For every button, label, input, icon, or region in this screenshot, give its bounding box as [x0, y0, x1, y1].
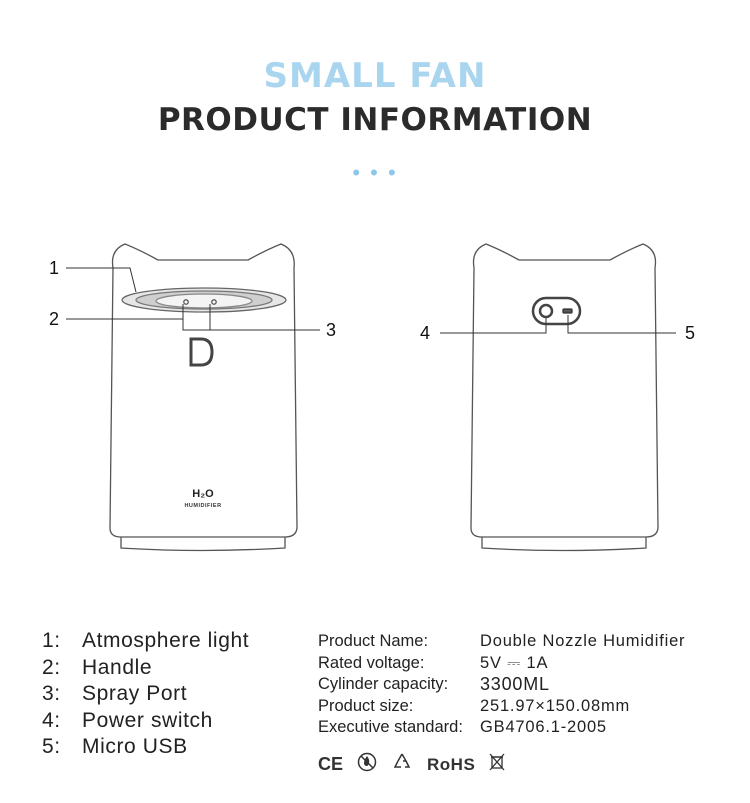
spec-key: Rated voltage:: [318, 653, 425, 672]
micro-usb-port: [563, 309, 572, 313]
no-fire-icon: [357, 752, 377, 777]
spec-key: Product size:: [318, 696, 414, 715]
feature-label: Atmosphere light: [82, 629, 250, 652]
recycle-icon: [391, 752, 413, 777]
feature-label: Micro USB: [82, 735, 188, 758]
back-body-outline: [471, 244, 658, 537]
spec-value: 251.97×150.08mm: [480, 696, 631, 715]
spec-row: [318, 696, 685, 718]
feature-item: [42, 628, 249, 655]
spec-value: GB4706.1-2005: [480, 718, 607, 736]
page-title-small-fan: SMALL FAN: [263, 56, 487, 96]
back-view-drawing: [440, 244, 676, 551]
feature-number: 3:: [42, 682, 61, 705]
feature-item: [42, 734, 249, 761]
callout-1: 1: [49, 258, 60, 278]
callout-5: 5: [685, 323, 696, 343]
certification-row: [318, 752, 505, 777]
spec-key: Executive standard:: [318, 718, 463, 736]
feature-label: Handle: [82, 655, 153, 679]
feature-number: 2:: [42, 655, 61, 679]
power-switch-button: [540, 305, 552, 317]
feature-item: [42, 655, 249, 682]
handle-shape: [191, 339, 212, 365]
page-title-product-information: PRODUCT INFORMATION: [157, 102, 593, 138]
spec-value: Double Nozzle Humidifier: [480, 632, 686, 650]
feature-list: [42, 628, 249, 761]
spray-port-left: [184, 300, 188, 304]
spec-value: 3300ML: [480, 674, 550, 694]
callout-4: 4: [420, 323, 431, 343]
feature-item: [42, 708, 249, 735]
front-base: [121, 537, 285, 551]
spec-row: [318, 653, 685, 675]
spec-row: [318, 674, 685, 696]
logo-humidifier: HUMIDIFIER: [184, 503, 222, 509]
logo-h2o: H₂O: [192, 488, 214, 500]
spec-key: Product Name:: [318, 632, 429, 650]
back-base: [482, 537, 646, 551]
feature-item: [42, 681, 249, 708]
feature-number: 4:: [42, 708, 61, 732]
spec-key: Cylinder capacity:: [318, 675, 449, 693]
weee-bin-icon: [489, 752, 505, 777]
spec-row: [318, 631, 685, 653]
spec-row: [318, 717, 685, 739]
feature-number: 5:: [42, 735, 61, 758]
spec-value: 5V ⎓ 1A: [480, 653, 549, 672]
decorative-dots: • • •: [352, 160, 398, 185]
callout-2: 2: [49, 309, 60, 329]
rohs-mark: RoHS: [427, 754, 476, 774]
spray-port-right: [212, 300, 216, 304]
ce-mark-icon: CE: [318, 754, 344, 774]
spec-table: [318, 631, 685, 739]
feature-label: Spray Port: [82, 682, 188, 705]
callout-3: 3: [326, 320, 337, 340]
feature-number: 1:: [42, 629, 61, 652]
feature-label: Power switch: [82, 708, 213, 732]
